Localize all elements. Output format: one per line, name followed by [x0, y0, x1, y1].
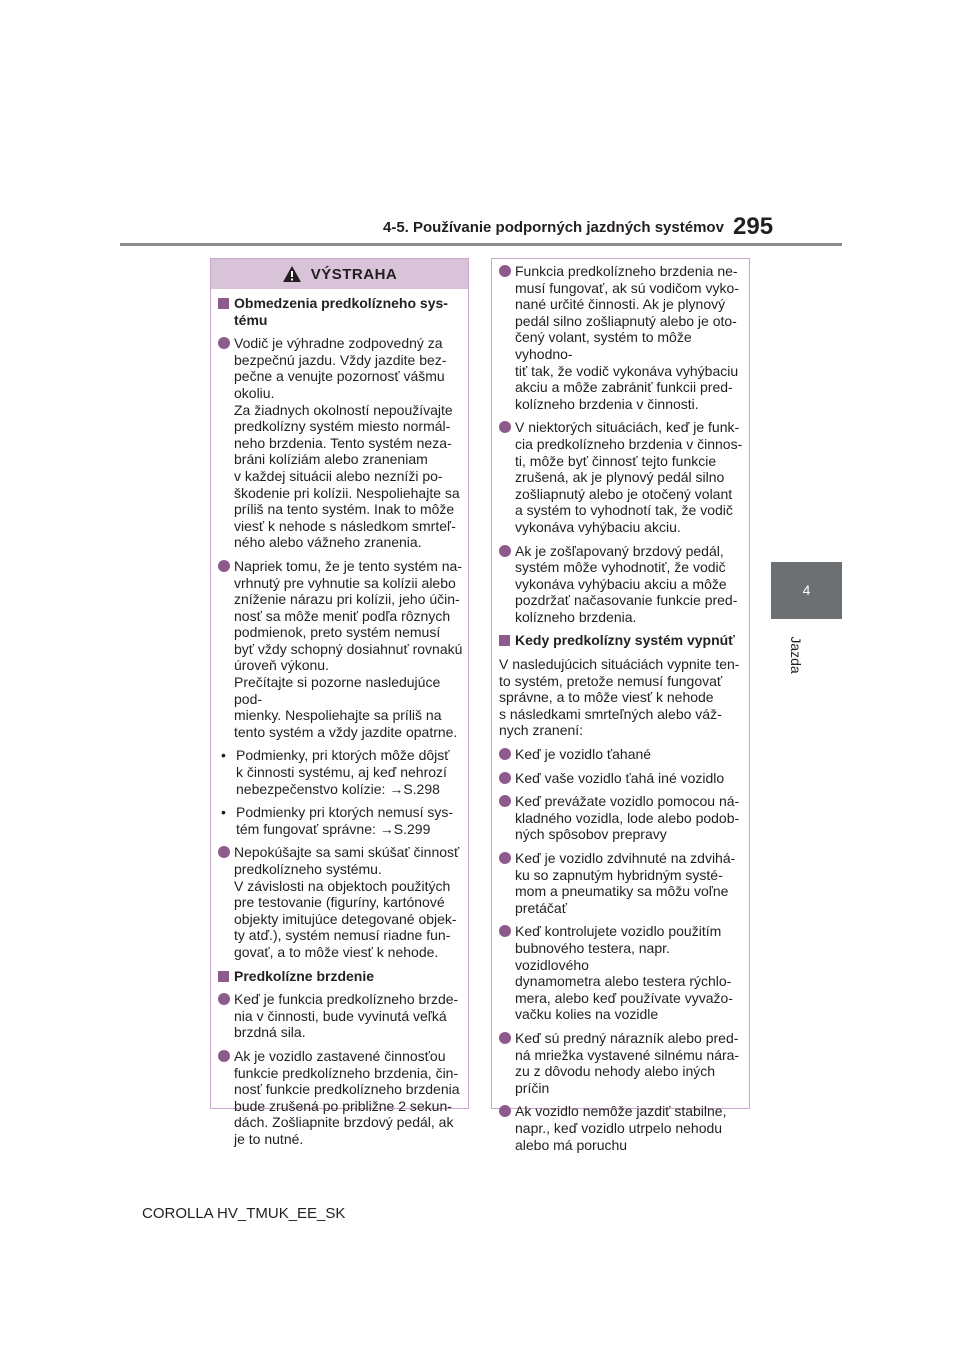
bullet-dot-icon	[499, 421, 511, 433]
square-marker-icon	[218, 298, 229, 309]
chapter-tab: 4	[771, 562, 842, 619]
item-text: Nepokúšajte sa sami skúšať činnosť predkolízneho systému. V závislosti na objektoch použitých pre testovanie (figuríny, kartónové objekty imitujúce detegované objek- ty atď.), systém nemusí riadne fun- govať, a to môže viesť k nehode.	[234, 844, 460, 960]
bullet-item	[499, 793, 745, 843]
item-text: Obmedzenia predkolízneho sys- tému	[234, 295, 448, 328]
item-text: V niektorých situáciách, keď je funk- cia predkolízneho brzdenia v činnos- ti, môže byť činnosť tejto funkcie zrušená, ak je plynový pedál silno zošliapnutý alebo je otočený volant a systém to vyhodnotí tak, že vodič vykonáva vyhýbaciu akciu.	[515, 419, 743, 535]
item-text: Keď sú predný nárazník alebo pred- ná mriežka vystavené silnému nára- zu z dôvodu nehody alebo iných príčin	[515, 1029, 740, 1096]
item-text: Kedy predkolízny systém vypnúť	[515, 632, 735, 649]
item-text: Keď kontrolujete vozidlo použitím bubnového testera, napr. vozidlového dynamometra alebo testera rýchlo- mera, alebo keď používate vyvažo- vačku kolies na vozidle	[515, 923, 733, 1023]
paragraph	[499, 656, 745, 739]
bullet-dot-icon	[499, 1032, 511, 1044]
bullet-item	[499, 1103, 745, 1153]
section-heading	[218, 968, 464, 985]
warning-header	[211, 259, 468, 289]
bullet-dot-icon	[499, 1105, 511, 1117]
dash-item	[218, 747, 464, 797]
item-text: Keď vaše vozidlo ťahá iné vozidlo	[515, 769, 725, 786]
bullet-item	[499, 770, 745, 787]
section-title: 4-5. Používanie podporných jazdných systémov	[383, 219, 724, 236]
item-text: V nasledujúcich situáciách vypnite ten- to systém, pretože nemusí fungovať správne, a to môže viesť k nehode s následkami smrteľných alebo váž- nych zranení:	[499, 656, 740, 739]
item-text: Funkcia predkolízneho brzdenia ne- musí fungovať, ak sú vodičom vyko- nané určité činnosti. Ak je plynový pedál silno zošliapnutý alebo je oto- čený volant, systém to môže vyhodno- tiť tak, že vodič vykonáva vyhýbaciu akciu a môže zabrániť funkcii pred- kolízneho brzdenia v činnosti.	[515, 263, 739, 412]
warning-box-left	[210, 258, 469, 1147]
section-heading	[218, 295, 464, 328]
bullet-item	[218, 1048, 464, 1148]
warning-right-content	[492, 259, 749, 1153]
item-text: Napriek tomu, že je tento systém na- vrhnutý pre vyhnutie sa kolízii alebo zníženie nárazu pri kolízii, jeho účin- nosť sa môže meniť podľa rôznych podmienok, preto systém nemusí byť vždy schopný dosiahnuť rovnakú úroveň výkonu. Prečítajte si pozorne nasledujúce pod- mienky. Nespoliehajte sa príliš na tento systém a vždy jazdite opatrne.	[234, 557, 463, 740]
item-text: Keď je vozidlo ťahané	[515, 746, 652, 763]
warning-left-content	[211, 289, 468, 1148]
bullet-item	[499, 1030, 745, 1096]
bullet-dot-icon	[499, 852, 511, 864]
bullet-item	[499, 923, 745, 1023]
bullet-dot-icon	[499, 925, 511, 937]
bullet-dot-icon	[499, 772, 511, 784]
chapter-label-wrap	[786, 630, 806, 680]
square-marker-icon	[499, 635, 510, 646]
bullet-item	[499, 850, 745, 916]
bullet-dot-icon	[499, 545, 511, 557]
item-text: Predkolízne brzdenie	[234, 967, 375, 984]
square-marker-icon	[218, 971, 229, 982]
item-text: Keď je vozidlo zdvihnuté na zdvihá- ku so zapnutým hybridným systé- mom a pneumatiky sa môžu voľne pretáčať	[515, 850, 736, 916]
item-text: Vodič je výhradne zodpovedný za bezpečnú jazdu. Vždy jazdite bez- pečne a venujte pozornosť vášmu okoliu. Za žiadnych okolností nepoužívajte predkolízny systém miesto normál- neho brzdenia. Tento systém neza- bráni kolíziám alebo zraneniam v každej situácii alebo nezníži po- škodenie pri kolízii. Nespoliehajte sa príliš na tento systém. Inak to môže viesť k nehode s následkom smrteľ- ného alebo vážneho zranenia.	[234, 335, 460, 551]
dash-marker-icon: •	[221, 804, 226, 821]
dash-item	[218, 804, 464, 837]
chapter-label: Jazda	[788, 636, 804, 674]
bullet-dot-icon	[218, 560, 230, 572]
item-text: Ak je vozidlo zastavené činnosťou funkcie predkolízneho brzdenia, čin- nosť funkcie predkolízneho brzdenia bude zrušená po približne 2 sekun- dách. Zošliapnite brzdový pedál, ak je to nutné.	[234, 1047, 460, 1147]
item-text: Ak je zošľapovaný brzdový pedál, systém môže vyhodnotiť, že vodič vykonáva vyhýbaciu akciu a môže pozdržať načasovanie funkcie pred- kolízneho brzdenia.	[515, 542, 738, 625]
item-text: Keď prevážate vozidlo pomocou ná- kladného vozidla, lode alebo podob- ných spôsobov prepravy	[515, 793, 740, 843]
bullet-dot-icon	[499, 795, 511, 807]
header-rule	[120, 243, 842, 246]
warning-title: VÝSTRAHA	[310, 265, 398, 283]
warning-box-right	[491, 258, 750, 1153]
bullet-dot-icon	[218, 846, 230, 858]
section-heading	[499, 632, 745, 649]
bullet-item	[218, 844, 464, 960]
bullet-item	[218, 558, 464, 741]
dash-marker-icon: •	[221, 747, 226, 764]
bullet-item	[499, 263, 745, 412]
item-text: Keď je funkcia predkolízneho brzde- nia v činnosti, bude vyvinutá veľká brzdná sila.	[234, 991, 459, 1041]
document-code: COROLLA HV_TMUK_EE_SK	[142, 1205, 346, 1222]
bullet-item	[218, 335, 464, 551]
bullet-dot-icon	[218, 993, 230, 1005]
bullet-item	[218, 991, 464, 1041]
item-text: Podmienky pri ktorých nemusí sys- tém fungovať správne: →S.299	[236, 804, 454, 837]
bullet-dot-icon	[218, 337, 230, 349]
bullet-item	[499, 746, 745, 763]
bullet-item	[499, 543, 745, 626]
warning-triangle-icon	[282, 265, 302, 283]
bullet-dot-icon	[499, 265, 511, 277]
bullet-dot-icon	[499, 748, 511, 760]
page-number: 295	[733, 213, 774, 240]
bullet-item	[499, 419, 745, 535]
item-text: Ak vozidlo nemôže jazdiť stabilne, napr., keď vozidlo utrpelo nehodu alebo má poruchu	[515, 1103, 727, 1153]
bullet-dot-icon	[218, 1050, 230, 1062]
item-text: Podmienky, pri ktorých môže dôjsť k činnosti systému, aj keď nehrozí nebezpečenstvo kolízie: →S.298	[236, 747, 450, 797]
